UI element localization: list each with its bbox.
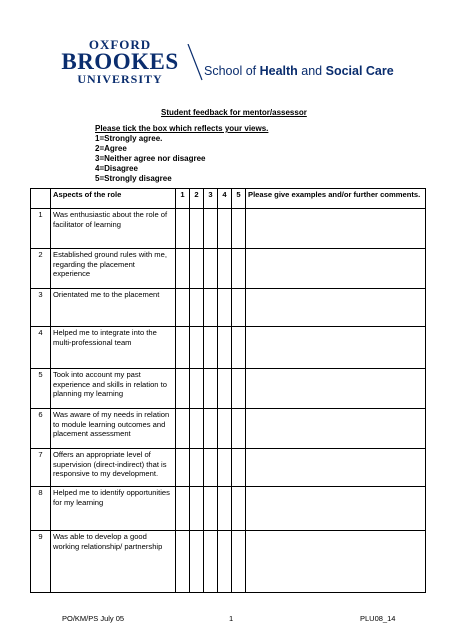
- header-col-2: 2: [190, 189, 204, 209]
- tick-box-4[interactable]: [218, 289, 232, 327]
- tick-box-2[interactable]: [190, 209, 204, 249]
- tick-box-4[interactable]: [218, 327, 232, 369]
- comments-cell[interactable]: [246, 409, 426, 449]
- tick-box-2[interactable]: [190, 327, 204, 369]
- tick-box-5[interactable]: [232, 487, 246, 531]
- footer-reference: PO/KM/PS July 05: [62, 614, 125, 623]
- form-title: Student feedback for mentor/assessor: [161, 108, 307, 117]
- row-aspect: Established ground rules with me, regarding the placement experience: [51, 249, 176, 289]
- footer-doc-code: PLU08_14: [360, 614, 396, 623]
- logo-line-university: UNIVERSITY: [77, 72, 163, 86]
- table-row: [31, 449, 426, 487]
- tick-box-3[interactable]: [204, 289, 218, 327]
- row-number: 1: [31, 209, 51, 249]
- tick-box-3[interactable]: [204, 327, 218, 369]
- tick-box-5[interactable]: [232, 531, 246, 593]
- tick-box-2[interactable]: [190, 369, 204, 409]
- tick-box-5[interactable]: [232, 409, 246, 449]
- tick-box-3[interactable]: [204, 531, 218, 593]
- tick-box-1[interactable]: [176, 289, 190, 327]
- tick-box-5[interactable]: [232, 449, 246, 487]
- tick-box-4[interactable]: [218, 531, 232, 593]
- comments-cell[interactable]: [246, 249, 426, 289]
- row-aspect: Helped me to integrate into the multi-professional team: [51, 327, 176, 369]
- page-number: 1: [229, 614, 234, 623]
- tick-box-1[interactable]: [176, 487, 190, 531]
- tick-box-3[interactable]: [204, 249, 218, 289]
- comments-cell[interactable]: [246, 327, 426, 369]
- tick-box-4[interactable]: [218, 409, 232, 449]
- row-number: 7: [31, 449, 51, 487]
- tick-box-3[interactable]: [204, 369, 218, 409]
- university-logo: [60, 38, 180, 86]
- header-col-5: 5: [232, 189, 246, 209]
- table-row: [31, 487, 426, 531]
- table-row: [31, 289, 426, 327]
- tick-box-1[interactable]: [176, 449, 190, 487]
- scale-item: 2=Agree: [95, 144, 127, 153]
- row-number: 5: [31, 369, 51, 409]
- tick-box-2[interactable]: [190, 449, 204, 487]
- comments-cell[interactable]: [246, 369, 426, 409]
- header-col-4: 4: [218, 189, 232, 209]
- scale-item: 3=Neither agree nor disagree: [95, 154, 206, 163]
- tick-box-3[interactable]: [204, 409, 218, 449]
- tick-box-1[interactable]: [176, 369, 190, 409]
- feedback-table: [30, 188, 426, 593]
- table-row: [31, 409, 426, 449]
- tick-box-4[interactable]: [218, 209, 232, 249]
- comments-cell[interactable]: [246, 487, 426, 531]
- tick-box-1[interactable]: [176, 209, 190, 249]
- header-col-3: 3: [204, 189, 218, 209]
- row-aspect: Was enthusiastic about the role of facilitator of learning: [51, 209, 176, 249]
- comments-cell[interactable]: [246, 531, 426, 593]
- header-num-cell: [31, 189, 51, 209]
- tick-box-3[interactable]: [204, 449, 218, 487]
- tick-box-1[interactable]: [176, 409, 190, 449]
- tick-box-3[interactable]: [204, 209, 218, 249]
- tick-box-5[interactable]: [232, 369, 246, 409]
- scale-item: 4=Disagree: [95, 164, 138, 173]
- table-row: [31, 531, 426, 593]
- header-col-1: 1: [176, 189, 190, 209]
- table-row: [31, 327, 426, 369]
- instructions: [95, 124, 268, 184]
- comments-cell[interactable]: [246, 289, 426, 327]
- table-header-row: [31, 189, 426, 209]
- row-number: 8: [31, 487, 51, 531]
- comments-cell[interactable]: [246, 209, 426, 249]
- header-comments: Please give examples and/or further comments.: [246, 189, 426, 209]
- row-aspect: Was able to develop a good working relationship/ partnership: [51, 531, 176, 593]
- tick-box-5[interactable]: [232, 327, 246, 369]
- row-number: 3: [31, 289, 51, 327]
- tick-box-4[interactable]: [218, 487, 232, 531]
- table-row: [31, 209, 426, 249]
- tick-box-2[interactable]: [190, 249, 204, 289]
- tick-box-1[interactable]: [176, 531, 190, 593]
- instruction-heading: Please tick the box which reflects your views.: [95, 124, 269, 133]
- tick-box-4[interactable]: [218, 249, 232, 289]
- tick-box-2[interactable]: [190, 531, 204, 593]
- row-number: 2: [31, 249, 51, 289]
- row-aspect: Took into account my past experience and skills in relation to planning my learning: [51, 369, 176, 409]
- table-row: [31, 249, 426, 289]
- tick-box-5[interactable]: [232, 289, 246, 327]
- tick-box-5[interactable]: [232, 249, 246, 289]
- row-number: 4: [31, 327, 51, 369]
- tick-box-2[interactable]: [190, 487, 204, 531]
- table-row: [31, 369, 426, 409]
- tick-box-2[interactable]: [190, 289, 204, 327]
- tick-box-1[interactable]: [176, 249, 190, 289]
- row-aspect: Helped me to identify opportunities for my learning: [51, 487, 176, 531]
- tick-box-4[interactable]: [218, 449, 232, 487]
- tick-box-5[interactable]: [232, 209, 246, 249]
- tick-box-4[interactable]: [218, 369, 232, 409]
- scale-item: 1=Strongly agree.: [95, 134, 163, 143]
- tick-box-3[interactable]: [204, 487, 218, 531]
- row-aspect: Offers an appropriate level of supervision (direct-indirect) that is responsive to my development.: [51, 449, 176, 487]
- scale-item: 5=Strongly disagree: [95, 174, 172, 183]
- header-aspects: Aspects of the role: [51, 189, 176, 209]
- tick-box-1[interactable]: [176, 327, 190, 369]
- row-number: 6: [31, 409, 51, 449]
- row-aspect: Was aware of my needs in relation to module learning outcomes and placement assessment: [51, 409, 176, 449]
- row-aspect: Orientated me to the placement: [51, 289, 176, 327]
- row-number: 9: [31, 531, 51, 593]
- logo-line-oxford: OXFORD: [88, 37, 152, 52]
- school-name: School of Health and Social Care: [204, 64, 394, 78]
- comments-cell[interactable]: [246, 449, 426, 487]
- tick-box-2[interactable]: [190, 409, 204, 449]
- logo-line-brookes: BROOKES: [61, 49, 179, 74]
